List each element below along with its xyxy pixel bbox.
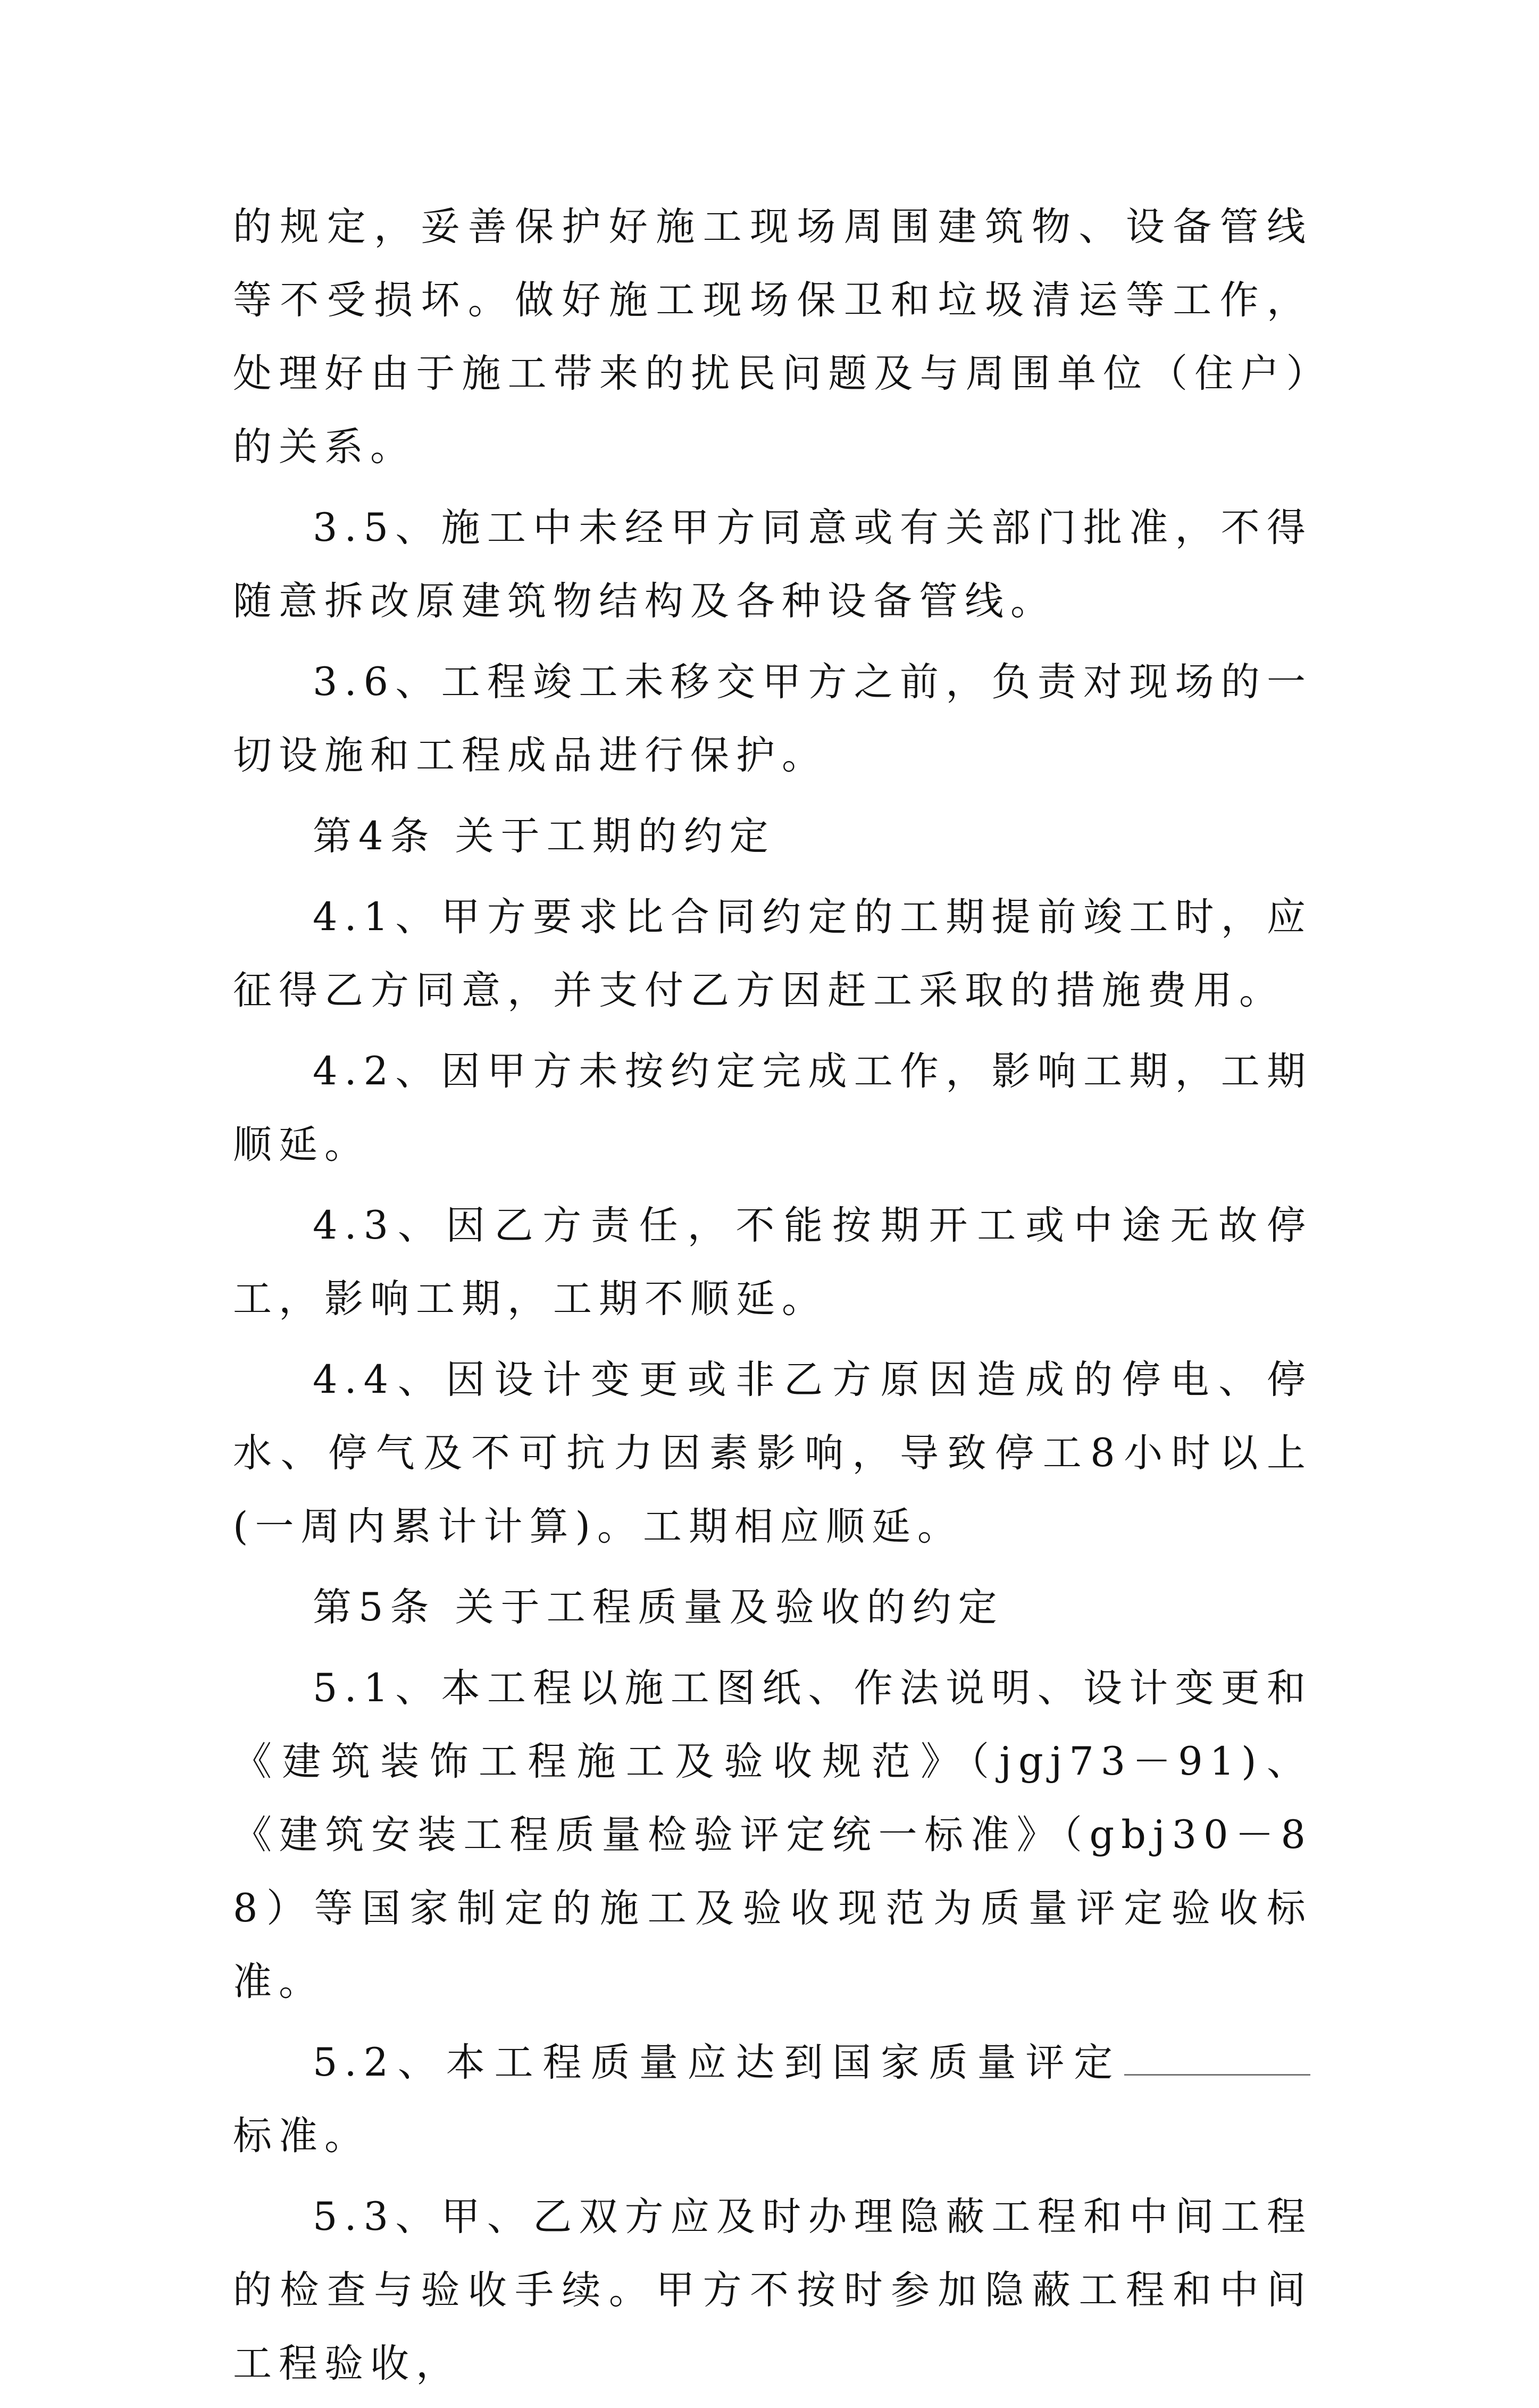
- clause-5-2-text-before: 5.2、本工程质量应达到国家质量评定: [313, 2040, 1122, 2085]
- clause-5-3: 5.3、甲、乙双方应及时办理隐蔽工程和中间工程的检查与验收手续。甲方不按时参加隐蔽工程和中间工程验收，: [233, 2194, 1312, 2386]
- clause-4-4: 4.4、因设计变更或非乙方原因造成的停电、停水、停气及不可抗力因素影响，导致停工8小时以上(一周内累计计算)。工期相应顺延。: [233, 1357, 1312, 1549]
- clause-3-6: 3.6、工程竣工未移交甲方之前，负责对现场的一切设施和工程成品进行保护。: [233, 659, 1312, 778]
- paragraph-continuation: 的规定，妥善保护好施工现场周围建筑物、设备管线等不受损坏。做好施工现场保卫和垃圾清运等工作，处理好由于施工带来的扰民问题及与周围单位（住户）的关系。: [233, 204, 1312, 470]
- clause-4-3: 4.3、因乙方责任，不能按期开工或中途无故停工，影响工期，工期不顺延。: [233, 1203, 1312, 1322]
- clause-4-1: 4.1、甲方要求比合同约定的工期提前竣工时，应征得乙方同意，并支付乙方因赶工采取的措施费用。: [233, 894, 1312, 1013]
- clause-5-1: 5.1、本工程以施工图纸、作法说明、设计变更和《建筑装饰工程施工及验收规范》（jgj73－91)、《建筑安装工程质量检验评定统一标准》（gbj30－88）等国家制定的施工及验收现范为质量评定验收标准。: [233, 1666, 1312, 2004]
- clause-3-5: 3.5、施工中未经甲方同意或有关部门批准，不得随意拆改原建筑物结构及各种设备管线。: [233, 505, 1312, 624]
- clause-5-2: [233, 2026, 1312, 2173]
- fill-in-blank: [1124, 2063, 1310, 2076]
- document-body: [233, 190, 1312, 2408]
- article-4-heading: 第4条 关于工期的约定: [313, 814, 775, 859]
- clause-4-2: 4.2、因甲方未按约定完成工作，影响工期，工期顺延。: [233, 1049, 1312, 1167]
- article-5-heading: 第5条 关于工程质量及验收的约定: [313, 1585, 1004, 1630]
- clause-5-2-text-after: 标准。: [233, 2113, 370, 2159]
